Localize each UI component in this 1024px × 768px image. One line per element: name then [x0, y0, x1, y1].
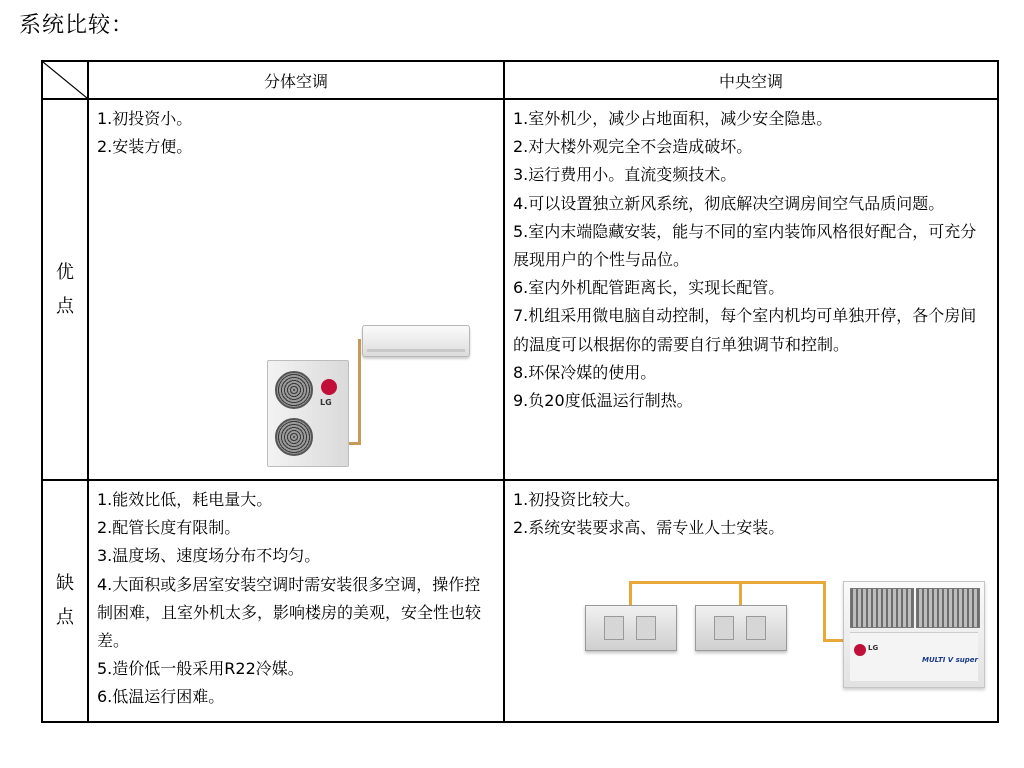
- list-item: 3.运行费用小。直流变频技术。: [513, 165, 737, 185]
- list-item: 7.机组采用微电脑自动控制，每个室内机均可单独开停，各个房间的温度可以根据你的需要自行单独调节和控制。: [513, 306, 977, 354]
- duct-unit-image: [695, 605, 787, 651]
- list-item: 3.温度场、速度场分布不均匀。: [97, 546, 321, 566]
- list-item: 5.造价低一般采用R22冷媒。: [97, 659, 304, 679]
- outdoor-unit-image: [267, 360, 349, 467]
- list-item: 5.室内末端隐藏安装，能与不同的室内装饰风格很好配合，可充分展现用户的个性与品位。: [513, 221, 977, 270]
- brand-label: LG: [320, 398, 332, 407]
- list-item: 4.大面积或多居室安装空调时需安装很多空调，操作控制困难，且室外机太多，影响楼房的美观，安全性也较差。: [97, 574, 482, 651]
- list-item: 2.配管长度有限制。: [97, 518, 241, 538]
- indoor-unit-image: [362, 325, 470, 357]
- list-item: 2.安装方便。: [97, 137, 193, 157]
- header-split-ac: 分体空调: [88, 61, 504, 99]
- corner-cell: [42, 61, 88, 99]
- fan-icon: [275, 371, 313, 409]
- list-item: 2.对大楼外观完全不会造成破坏。: [513, 137, 753, 157]
- split-ac-illustration: [267, 325, 479, 465]
- brand-label: LG: [868, 644, 879, 652]
- comparison-table: [41, 60, 999, 723]
- duct-unit-image: [585, 605, 677, 651]
- split-ac-advantages: [88, 99, 504, 480]
- row-label-advantages: [42, 99, 88, 480]
- list-item: 1.初投资比较大。: [513, 490, 641, 509]
- row-label: 优 点: [56, 261, 74, 317]
- row-label: 缺 点: [56, 573, 74, 628]
- model-label: MULTI V super: [922, 656, 978, 664]
- split-ac-disadvantages: [88, 480, 504, 722]
- central-ac-disadvantages: [504, 480, 998, 722]
- central-ac-advantages: [504, 99, 998, 480]
- list-item: 8.环保冷媒的使用。: [513, 362, 657, 382]
- list-item: 1.室外机少，减少占地面积，减少安全隐患。: [513, 109, 833, 128]
- list-item: 9.负20度低温运行制热。: [513, 391, 693, 411]
- row-label-disadvantages: [42, 480, 88, 722]
- header-central-ac: 中央空调: [504, 61, 998, 99]
- lg-logo-icon: [854, 644, 866, 656]
- fan-icon: [275, 418, 313, 456]
- list-item: 1.能效比低，耗电量大。: [97, 490, 273, 509]
- page-title: 系统比较：: [19, 13, 135, 38]
- lg-logo-icon: [321, 379, 337, 395]
- fan-icon: [850, 588, 914, 628]
- list-item: 6.低温运行困难。: [97, 687, 225, 707]
- diagonal-line: [43, 62, 87, 98]
- fan-icon: [916, 588, 980, 628]
- list-item: 2.系统安装要求高、需专业人士安装。: [513, 518, 785, 538]
- outdoor-unit-image: [843, 581, 985, 688]
- central-ac-illustration: [585, 581, 985, 711]
- list-item: 6.室内外机配管距离长，实现长配管。: [513, 278, 785, 298]
- list-item: 1.初投资小。: [97, 109, 193, 128]
- list-item: 4.可以设置独立新风系统，彻底解决空调房间空气品质问题。: [513, 193, 945, 213]
